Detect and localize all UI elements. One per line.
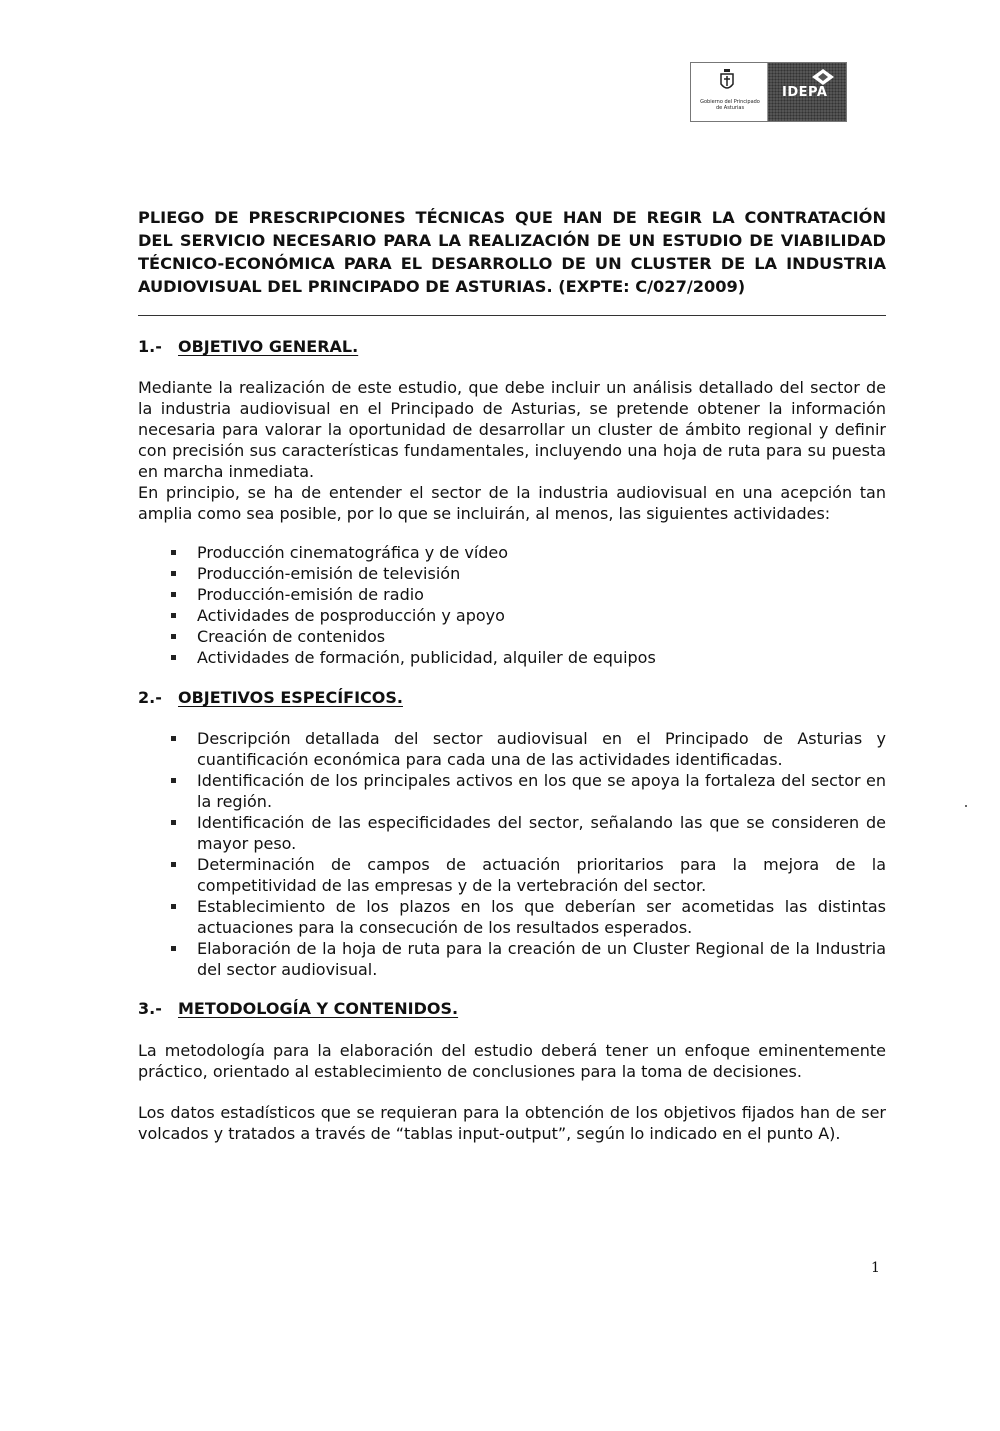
- government-logo-text: Gobierno del Principado de Asturias: [700, 99, 760, 111]
- section-number: 2.-: [138, 688, 162, 707]
- list-item: Identificación de las especificidades del sector, señalando las que se consideren de mayor peso.: [138, 812, 886, 854]
- government-logo: [691, 63, 768, 121]
- list-item: Determinación de campos de actuación prioritarios para la mejora de la competitividad de las empresas y de la vertebración del sector.: [138, 854, 886, 896]
- idepa-mark-icon: [812, 69, 834, 85]
- list-item: Producción-emisión de televisión: [138, 563, 886, 584]
- list-item: Elaboración de la hoja de ruta para la creación de un Cluster Regional de la Industria del sector audiovisual.: [138, 938, 886, 980]
- section-1-heading: [138, 337, 358, 356]
- list-item: Actividades de posproducción y apoyo: [138, 605, 886, 626]
- section-number: 1.-: [138, 337, 162, 356]
- list-item: Producción-emisión de radio: [138, 584, 886, 605]
- list-item: Creación de contenidos: [138, 626, 886, 647]
- activities-list: [138, 542, 886, 668]
- specific-objectives-list: [138, 728, 886, 980]
- list-item: Identificación de los principales activos en los que se apoya la fortaleza del sector en la región.: [138, 770, 886, 812]
- list-item: Actividades de formación, publicidad, alquiler de equipos: [138, 647, 886, 668]
- list-item: Producción cinematográfica y de vídeo: [138, 542, 886, 563]
- section-2-heading: [138, 688, 403, 707]
- section-3-paragraph-2: Los datos estadísticos que se requieran para la obtención de los objetivos fijados han de ser volcados y tratados a través de “tablas input-output”, según lo indicado en el punto A).: [138, 1103, 886, 1143]
- section-title: METODOLOGÍA Y CONTENIDOS.: [178, 999, 459, 1018]
- header-logo: [690, 62, 847, 122]
- coat-of-arms-icon: [719, 69, 735, 93]
- section-1-paragraph-2: En principio, se ha de entender el sector de la industria audiovisual en una acepción tan amplia como sea posible, por lo que se incluirán, al menos, las siguientes actividades:: [138, 483, 886, 523]
- document-title: PLIEGO DE PRESCRIPCIONES TÉCNICAS QUE HAN DE REGIR LA CONTRATACIÓN DEL SERVICIO NECESARIO PARA LA REALIZACIÓN DE UN ESTUDIO DE VIABILIDAD TÉCNICO-ECONÓMICA PARA EL DESARROLLO DE UN CLUSTER DE LA INDUSTRIA AUDIOVISUAL DEL PRINCIPADO DE ASTURIAS. (EXPTE: C/027/2009): [138, 208, 886, 296]
- idepa-logo: [768, 63, 846, 121]
- section-title: OBJETIVOS ESPECÍFICOS.: [178, 688, 403, 707]
- list-item: Descripción detallada del sector audiovisual en el Principado de Asturias y cuantificación económica para cada una de las actividades identificadas.: [138, 728, 886, 770]
- section-3-paragraph-1: La metodología para la elaboración del estudio deberá tener un enfoque eminentemente práctico, orientado al establecimiento de conclusiones para la toma de decisiones.: [138, 1041, 886, 1081]
- section-title: OBJETIVO GENERAL.: [178, 337, 359, 356]
- idepa-logo-text: IDEPA: [782, 85, 828, 100]
- scan-artifact: [965, 805, 967, 807]
- list-item: Establecimiento de los plazos en los que deberían ser acometidas las distintas actuaciones para la consecución de los resultados esperados.: [138, 896, 886, 938]
- page-number: 1: [871, 1260, 880, 1276]
- title-divider: [138, 315, 886, 316]
- section-number: 3.-: [138, 999, 162, 1018]
- section-3-heading: [138, 999, 458, 1018]
- section-1-paragraph-1: Mediante la realización de este estudio, que debe incluir un análisis detallado del sector de la industria audiovisual en el Principado de Asturias, se pretende obtener la información necesaria para valorar la oportunidad de desarrollar un cluster de ámbito regional y definir con precisión sus características fundamentales, incluyendo una hoja de ruta para su puesta en marcha inmediata.: [138, 378, 886, 481]
